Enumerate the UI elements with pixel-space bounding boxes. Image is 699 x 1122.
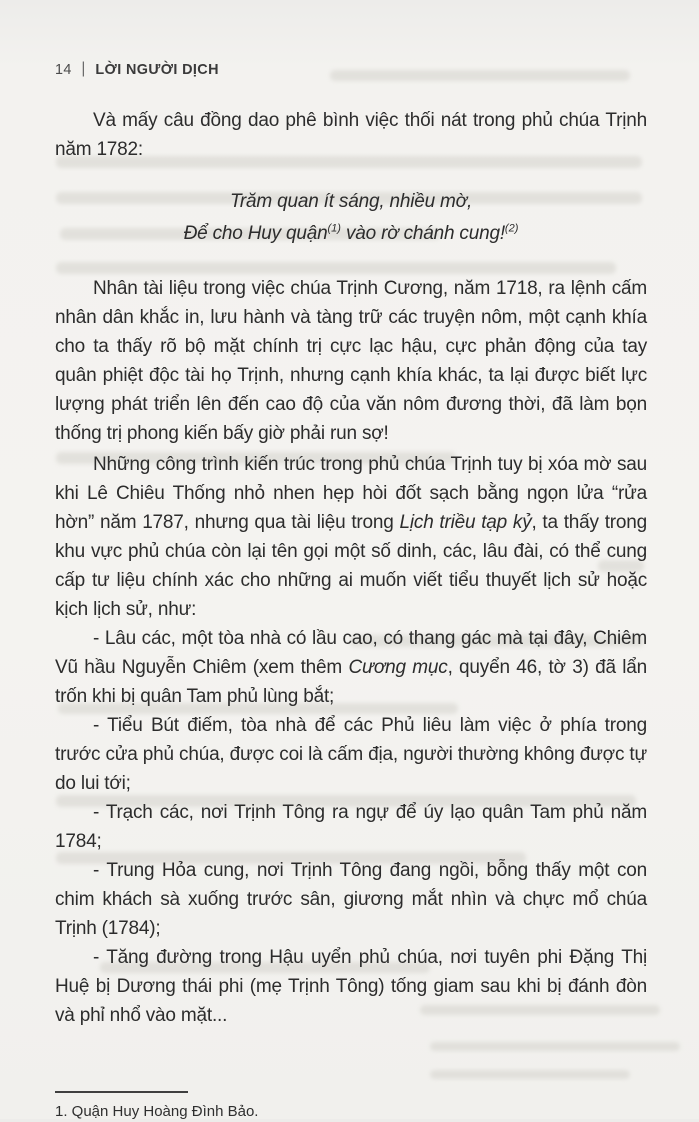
page-content xyxy=(55,0,647,1030)
list-item-trung-hoa-cung: - Trung Hỏa cung, nơi Trịnh Tông đang ngồi, bỗng thấy một con chim khách sà xuống trước sân, giương mắt nhìn và chực mổ chúa Trịnh (1784); xyxy=(55,860,647,939)
footnote-text: 1. Quận Huy Hoàng Đình Bảo. xyxy=(55,1103,259,1120)
list-item-tang-duong: - Tăng đường trong Hậu uyển phủ chúa, nơi tuyên phi Đặng Thị Huệ bị Dương thái phi (mẹ Trịnh Tông) tống giam sau khi bị đánh đòn và phỉ nhổ vào mặt... xyxy=(55,947,647,1026)
paragraph-intro: Và mấy câu đồng dao phê bình việc thối nát trong phủ chúa Trịnh năm 1782: xyxy=(55,110,647,160)
list-item-lau-cac: - Lâu các, một tòa nhà có lầu cao, có thang gác mà tại đây, Chiêm Vũ hầu Nguyễn Chiêm (xem thêm Cương mục, quyển 46, tờ 3) đã lẩn trốn khi bị quân Tam phủ lùng bắt; xyxy=(55,628,648,707)
running-header xyxy=(55,60,623,78)
paragraph-trinh-cuong: Nhân tài liệu trong việc chúa Trịnh Cương, năm 1718, ra lệnh cấm nhân dân khắc in, lưu hành và tàng trữ các truyện nôm, một cạnh khía cho ta thấy rõ bộ mặt chính trị cực lạc hậu, cực phản động của tay quân phiệt độc tài họ Trịnh, nhưng cạnh khía khác, ta lại được biết lực lượng phát triển lên đến cao độ của văn nôm đương thời, đã làm bọn thống trị phong kiến bấy giờ phải run sợ! xyxy=(55,278,647,444)
footnote-divider xyxy=(55,1091,188,1093)
header-separator: | xyxy=(81,60,86,77)
bleed-through-line xyxy=(430,1042,680,1051)
verse-line-1: Trăm quan ít sáng, nhiều mờ, xyxy=(229,191,473,212)
bleed-through-line xyxy=(430,1070,630,1079)
verse-line-2: Để cho Huy quận$^{(1)}$ vào rờ chánh cung!$^{(2)}$ xyxy=(183,222,519,244)
page-number: 14 xyxy=(55,60,72,78)
footnote-block xyxy=(55,1091,647,1122)
chapter-title: LỜI NGƯỜI DỊCH xyxy=(95,60,219,78)
paragraph-kien-truc: Những công trình kiến trúc trong phủ chúa Trịnh tuy bị xóa mờ sau khi Lê Chiêu Thống nhỏ nhen hẹp hòi đốt sạch bằng ngọn lửa “rửa hờn” năm 1787, nhưng qua tài liệu trong Lịch triều tạp kỷ, ta thấy trong khu vực phủ chúa còn lại tên gọi một số dinh, các, lâu đài, có thể cung cấp tư liệu chính xác cho những ai muốn viết tiểu thuyết lịch sử hoặc kịch lịch sử, như: xyxy=(55,454,648,620)
list-item-tieu-but-diem: - Tiểu Bút điếm, tòa nhà để các Phủ liêu làm việc ở phía trong trước cửa phủ chúa, được coi là cấm địa, người thường không được tự do lui tới; xyxy=(55,715,647,794)
list-item-trach-cac: - Trạch các, nơi Trịnh Tông ra ngự để úy lạo quân Tam phủ năm 1784; xyxy=(55,802,647,852)
